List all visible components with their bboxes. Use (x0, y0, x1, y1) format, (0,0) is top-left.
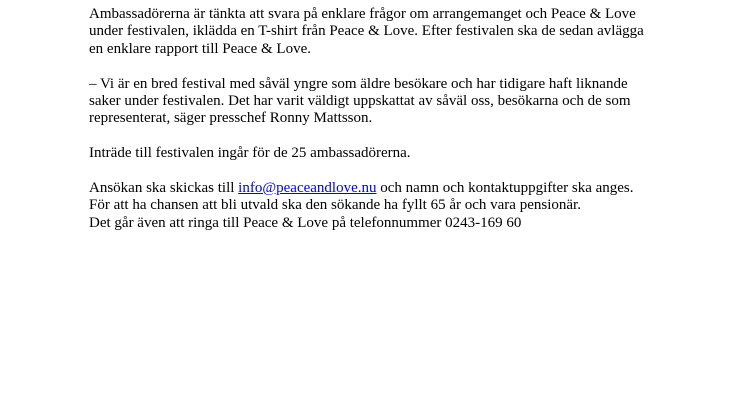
text-line: Det går även att ringa till Peace & Love på telefonnummer 0243-169 60 (89, 214, 522, 231)
text-line: under festivalen, iklädda en T-shirt från Peace & Love. Efter festivalen ska de sedan avlägga (89, 23, 644, 40)
document-body (89, 6, 729, 232)
paragraph-entry (89, 145, 729, 162)
text-line: – Vi är en bred festival med såväl yngre som äldre besökare och har tidigare haft liknande (89, 75, 628, 92)
text-line: Ambassadörerna är tänkta att svara på enklare frågor om arrangemanget och Peace & Love (89, 6, 636, 22)
paragraph-application (89, 180, 729, 232)
application-suffix: och namn och kontaktuppgifter ska anges. (376, 179, 634, 196)
text-line: en enklare rapport till Peace & Love. (89, 40, 311, 57)
text-line: representerat, säger presschef Ronny Mattsson. (89, 110, 373, 127)
paragraph-quote (89, 76, 729, 128)
paragraph-ambassadors (89, 6, 729, 58)
text-line: Inträde till festivalen ingår för de 25 ambassadörerna. (89, 145, 411, 162)
text-line-with-email (89, 180, 729, 197)
application-prefix: Ansökan ska skickas till (89, 179, 239, 196)
text-line: saker under festivalen. Det har varit väldigt uppskattat av såväl oss, besökarna och de som (89, 92, 631, 109)
text-line: För att ha chansen att bli utvald ska den sökande ha fyllt 65 år och vara pensionär. (89, 197, 581, 214)
email-link[interactable]: info@peaceandlove.nu (238, 179, 377, 196)
